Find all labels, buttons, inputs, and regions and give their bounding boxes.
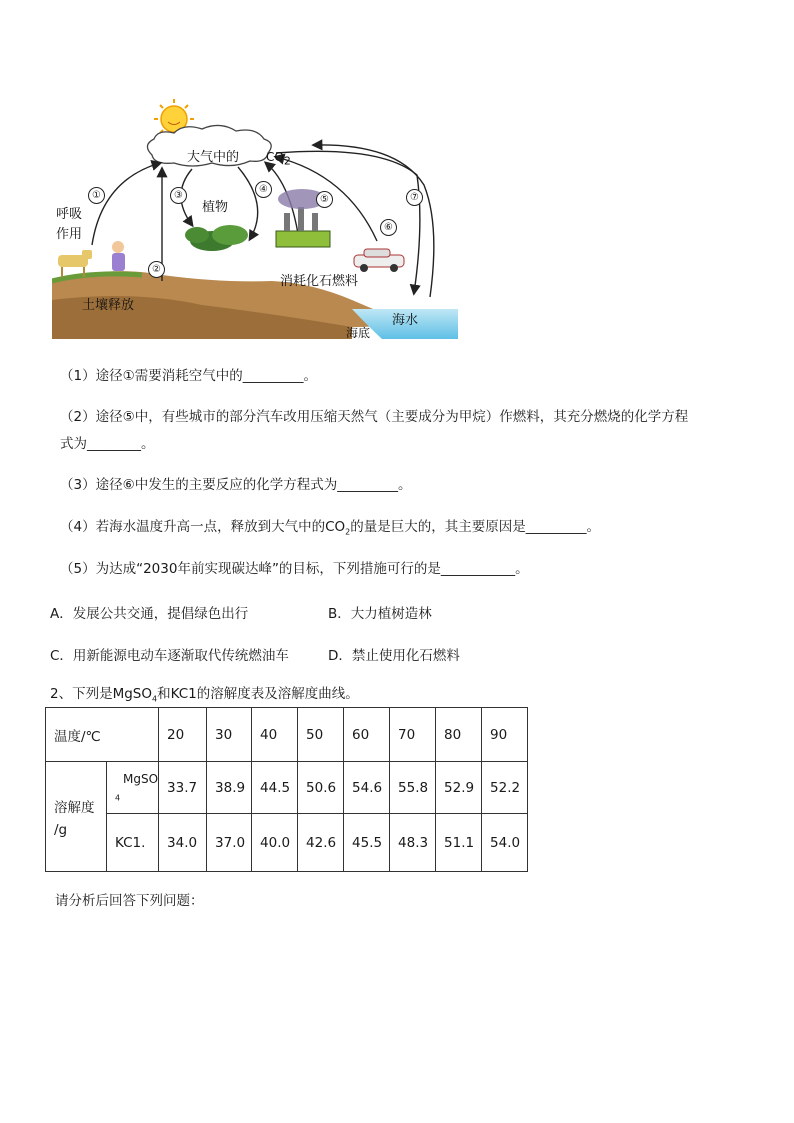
- mgso4-cell: 52.2: [482, 762, 528, 814]
- table-row: [46, 814, 528, 872]
- option-d: D．禁止使用化石燃料: [328, 648, 460, 664]
- option-c: C．用新能源电动车逐渐取代传统燃油车: [50, 648, 289, 664]
- temp-cell: 60: [344, 708, 390, 762]
- mgso4-cell: 38.9: [207, 762, 252, 814]
- part2-followup: 请分析后回答下列问题：: [55, 893, 204, 909]
- plant-label: 植物: [202, 200, 229, 215]
- temp-cell: 40: [252, 708, 298, 762]
- part2-intro: 2、下列是MgSO$_4$和KC1的溶解度表及溶解度曲线。: [50, 686, 359, 704]
- mgso4-cell: 33.7: [159, 762, 207, 814]
- temp-header: 温度/℃: [46, 708, 159, 762]
- mgso4-cell: 50.6: [298, 762, 344, 814]
- seabed-label: 海底: [346, 326, 371, 340]
- option-a: A．发展公共交通，提倡绿色出行: [50, 606, 249, 622]
- table-row: [46, 762, 528, 814]
- path-number-3: ③: [170, 187, 187, 204]
- temp-cell: 20: [159, 708, 207, 762]
- kcl-cell: 48.3: [390, 814, 436, 872]
- sea-label: 海水: [392, 313, 419, 328]
- path-number-6: ⑥: [380, 219, 397, 236]
- temp-cell: 30: [207, 708, 252, 762]
- option-b: B．大力植树造林: [328, 606, 432, 622]
- question-1: （1）途径①需要消耗空气中的_________。: [60, 368, 317, 384]
- solubility-table: [45, 707, 528, 872]
- cloud-label: 大气中的: [187, 150, 240, 165]
- kcl-label: KC1.: [107, 814, 159, 872]
- mgso4-cell: 44.5: [252, 762, 298, 814]
- carbon-cycle-diagram: [52, 95, 458, 343]
- path-number-4: ④: [255, 181, 272, 198]
- mgso4-label: MgSO $_4$: [107, 762, 159, 814]
- person-icon: [112, 241, 125, 271]
- kcl-cell: 34.0: [159, 814, 207, 872]
- plant-icon: [185, 225, 248, 251]
- temp-cell: 70: [390, 708, 436, 762]
- solubility-label: 溶解度 /g: [46, 762, 107, 872]
- question-5: （5）为达成“2030年前实现碳达峰”的目标，下列措施可行的是___________。: [60, 561, 529, 577]
- temp-cell: 90: [482, 708, 528, 762]
- mgso4-cell: 52.9: [436, 762, 482, 814]
- car-icon: [354, 249, 404, 272]
- path-number-7: ⑦: [406, 189, 423, 206]
- question-3: （3）途径⑥中发生的主要反应的化学方程式为_________。: [60, 477, 412, 493]
- question-2-line1: （2）途径⑤中，有些城市的部分汽车改用压缩天然气（主要成分为甲烷）作燃料，其充分燃烧的化学方程: [60, 409, 689, 425]
- question-4: （4）若海水温度升高一点，释放到大气中的$CO_2$的量是巨大的，其主要原因是_________。: [60, 519, 600, 537]
- kcl-cell: 42.6: [298, 814, 344, 872]
- kcl-cell: 54.0: [482, 814, 528, 872]
- question-2-line2: 式为________。: [60, 436, 155, 452]
- kcl-cell: 45.5: [344, 814, 390, 872]
- mgso4-cell: 54.6: [344, 762, 390, 814]
- kcl-cell: 40.0: [252, 814, 298, 872]
- kcl-cell: 37.0: [207, 814, 252, 872]
- mgso4-cell: 55.8: [390, 762, 436, 814]
- respiration-label: 呼吸 作用: [56, 207, 83, 242]
- co2-label: $CO_2$: [266, 150, 291, 168]
- path-number-2: ②: [148, 261, 165, 278]
- temp-cell: 50: [298, 708, 344, 762]
- fossil-fuel-label: 消耗化石燃料: [280, 274, 359, 289]
- path-number-1: ①: [88, 187, 105, 204]
- soil-release-label: 土壤释放: [82, 298, 135, 313]
- table-row: [46, 708, 528, 762]
- kcl-cell: 51.1: [436, 814, 482, 872]
- temp-cell: 80: [436, 708, 482, 762]
- path-number-5: ⑤: [316, 191, 333, 208]
